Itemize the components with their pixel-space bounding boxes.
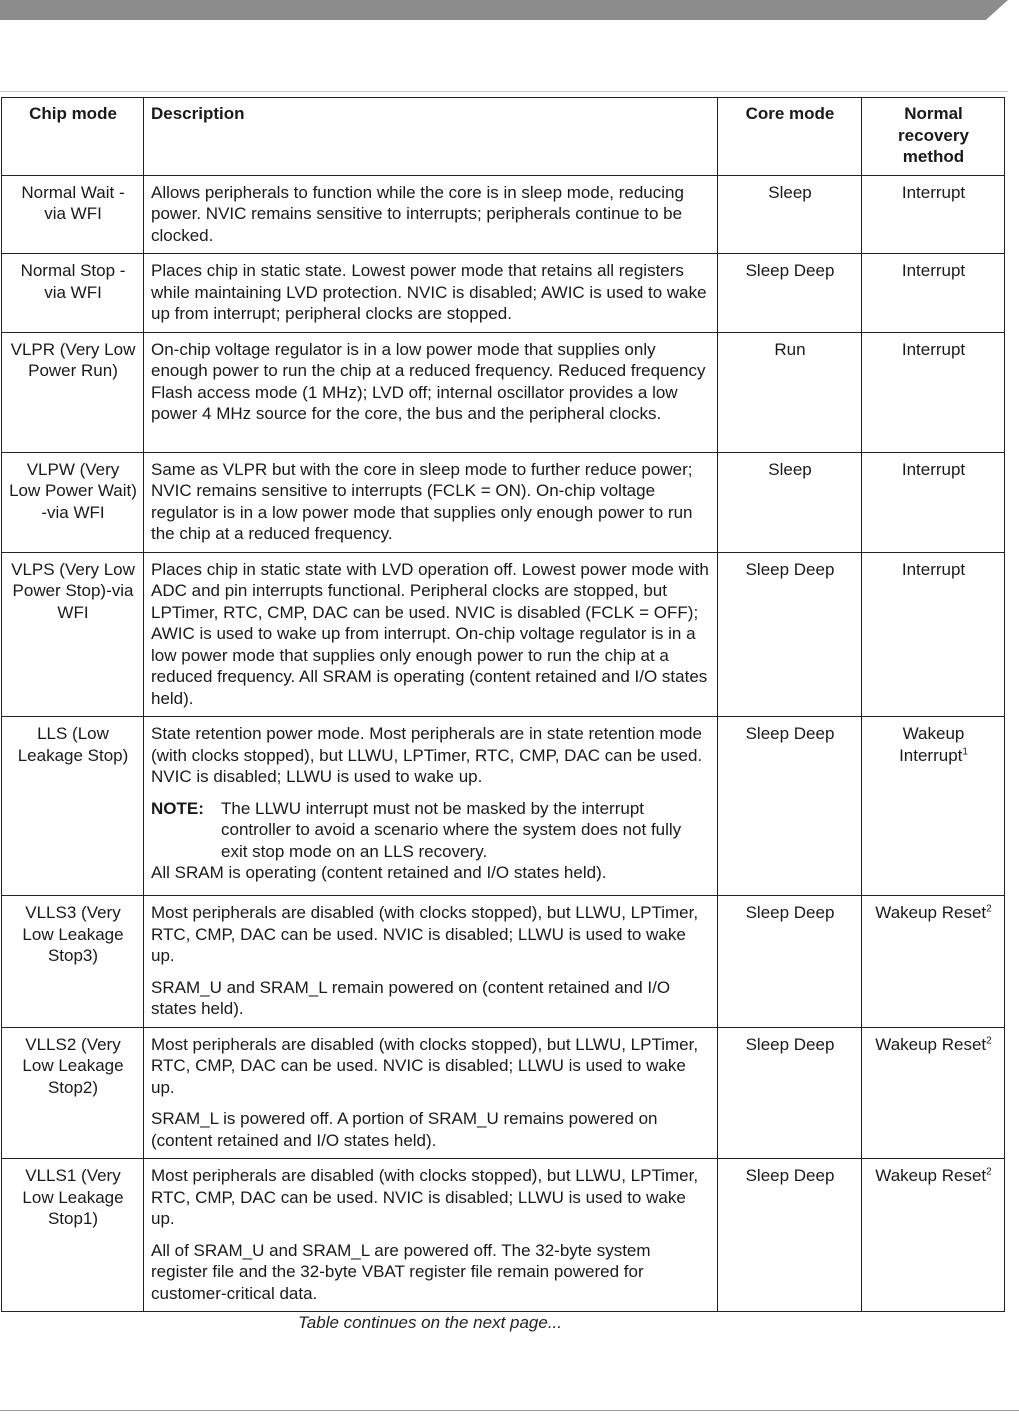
chip-mode-cell: VLLS1 (Very Low Leakage Stop1) (2, 1159, 144, 1312)
chip-mode-cell: VLLS2 (Very Low Leakage Stop2) (2, 1027, 144, 1159)
footnote-marker: 2 (986, 903, 992, 915)
core-mode-cell: Run (718, 332, 862, 452)
description-cell: Places chip in static state with LVD operation off. Lowest power mode with ADC and pin interrupts functional. Peripheral clocks are stopped, but LPTimer, RTC, CMP, DAC can be used. NVIC is disabled (FCLK = OFF); AWIC is used to wake up from interrupt. On-chip voltage regulator is in a low power mode that supplies only enough power to run the chip at a reduced frequency. All SRAM is operating (content retained and I/O states held). (144, 552, 718, 717)
table-row (2, 552, 1005, 717)
recovery-method-cell (862, 896, 1005, 1028)
description-text: State retention power mode. Most peripherals are in state retention mode (with clocks stopped), but LLWU, LPTimer, RTC, CMP, DAC can be used. NVIC is disabled; LLWU is used to wake up. (151, 724, 703, 786)
column-header-core-mode: Core mode (718, 98, 862, 176)
recovery-method-text: Wakeup Reset (875, 1034, 987, 1054)
description-text: Most peripherals are disabled (with clocks stopped), but LLWU, LPTimer, RTC, CMP, DAC can be used. NVIC is disabled; LLWU is used to wake up. (151, 1166, 699, 1228)
table-row (2, 254, 1005, 333)
recovery-method-cell (862, 717, 1005, 896)
table-row-lls (2, 717, 1005, 896)
core-mode-cell: Sleep Deep (718, 1159, 862, 1312)
description-cell: Same as VLPR but with the core in sleep mode to further reduce power; NVIC remains sensitive to interrupts (FCLK = ON). On-chip voltage regulator is in a low power mode that supplies only enough power to run the chip at a reduced frequency. (144, 452, 718, 552)
description-text-secondary: SRAM_L is powered off. A portion of SRAM_U remains powered on (content retained and I/O states held). (151, 1109, 658, 1150)
chip-mode-cell: LLS (Low Leakage Stop) (2, 717, 144, 896)
core-mode-cell: Sleep Deep (718, 717, 862, 896)
description-cell: Allows peripherals to function while the core is in sleep mode, reducing power. NVIC remains sensitive to interrupts; peripherals continue to be clocked. (144, 175, 718, 254)
column-header-chip-mode: Chip mode (2, 98, 144, 176)
table-row (2, 452, 1005, 552)
chip-mode-cell: Normal Wait - via WFI (2, 175, 144, 254)
recovery-method-text: Wakeup Interrupt (899, 724, 965, 765)
footer-rule (0, 1410, 1019, 1411)
description-cell (144, 1159, 718, 1312)
recovery-method-cell (862, 1027, 1005, 1159)
header-rule (0, 91, 1008, 92)
recovery-method-cell: Interrupt (862, 254, 1005, 333)
table-row-vlls3 (2, 896, 1005, 1028)
page-header-band (0, 0, 1008, 20)
column-header-description: Description (144, 98, 718, 176)
footnote-marker: 2 (986, 1034, 992, 1046)
note-label: NOTE: (151, 798, 204, 818)
core-mode-cell: Sleep Deep (718, 552, 862, 717)
core-mode-cell: Sleep Deep (718, 896, 862, 1028)
note-text: The LLWU interrupt must not be masked by the interrupt controller to avoid a scenario where the system does not fully exit stop mode on an LLS recovery. (221, 798, 682, 861)
table-continues-note: Table continues on the next page... (297, 1313, 562, 1332)
description-cell (144, 896, 718, 1028)
table-row-vlls2 (2, 1027, 1005, 1159)
note-block (151, 798, 711, 863)
description-text-secondary: All of SRAM_U and SRAM_L are powered off. The 32-byte system register file and the 32-byte VBAT register file remain powered for customer-critical data. (151, 1240, 651, 1303)
description-cell (144, 717, 718, 896)
column-header-recovery-method: Normal recovery method (862, 98, 1005, 176)
table-row (2, 175, 1005, 254)
description-text: Most peripherals are disabled (with clocks stopped), but LLWU, LPTimer, RTC, CMP, DAC can be used. NVIC is disabled; LLWU is used to wake up. (151, 1034, 699, 1097)
chip-mode-cell: Normal Stop - via WFI (2, 254, 144, 333)
footnote-marker: 2 (986, 1166, 992, 1178)
recovery-method-cell (862, 1159, 1005, 1312)
recovery-method-cell: Interrupt (862, 552, 1005, 717)
description-text: Most peripherals are disabled (with clocks stopped), but LLWU, LPTimer, RTC, CMP, DAC can be used. NVIC is disabled; LLWU is used to wake up. (151, 903, 699, 965)
table-row-vlls1 (2, 1159, 1005, 1312)
chip-mode-cell: VLLS3 (Very Low Leakage Stop3) (2, 896, 144, 1028)
description-cell: Places chip in static state. Lowest power mode that retains all registers while maintaining LVD protection. NVIC is disabled; AWIC is used to wake up from interrupt; peripheral clocks are stopped. (144, 254, 718, 333)
description-cell (144, 1027, 718, 1159)
core-mode-cell: Sleep (718, 175, 862, 254)
recovery-method-cell: Interrupt (862, 175, 1005, 254)
recovery-method-cell: Interrupt (862, 452, 1005, 552)
footnote-marker: 1 (962, 745, 968, 757)
table-row (2, 332, 1005, 452)
chip-mode-cell: VLPW (Very Low Power Wait) -via WFI (2, 452, 144, 552)
chip-mode-cell: VLPR (Very Low Power Run) (2, 332, 144, 452)
core-mode-cell: Sleep Deep (718, 254, 862, 333)
recovery-method-text: Wakeup Reset (875, 903, 987, 922)
power-modes-table (1, 97, 1005, 1312)
description-cell: On-chip voltage regulator is in a low power mode that supplies only enough power to run the chip at a reduced frequency. Reduced frequency Flash access mode (1 MHz); LVD off; internal oscillator provides a low power 4 MHz source for the core, the bus and the peripheral clocks. (144, 332, 718, 452)
recovery-method-cell: Interrupt (862, 332, 1005, 452)
description-text-secondary: SRAM_U and SRAM_L remain powered on (content retained and I/O states held). (151, 977, 671, 1018)
core-mode-cell: Sleep (718, 452, 862, 552)
chip-mode-cell: VLPS (Very Low Power Stop)-via WFI (2, 552, 144, 717)
description-text-after-note: All SRAM is operating (content retained and I/O states held). (151, 863, 607, 882)
core-mode-cell: Sleep Deep (718, 1027, 862, 1159)
recovery-method-text: Wakeup Reset (875, 1166, 987, 1185)
table-header-row (2, 98, 1005, 176)
